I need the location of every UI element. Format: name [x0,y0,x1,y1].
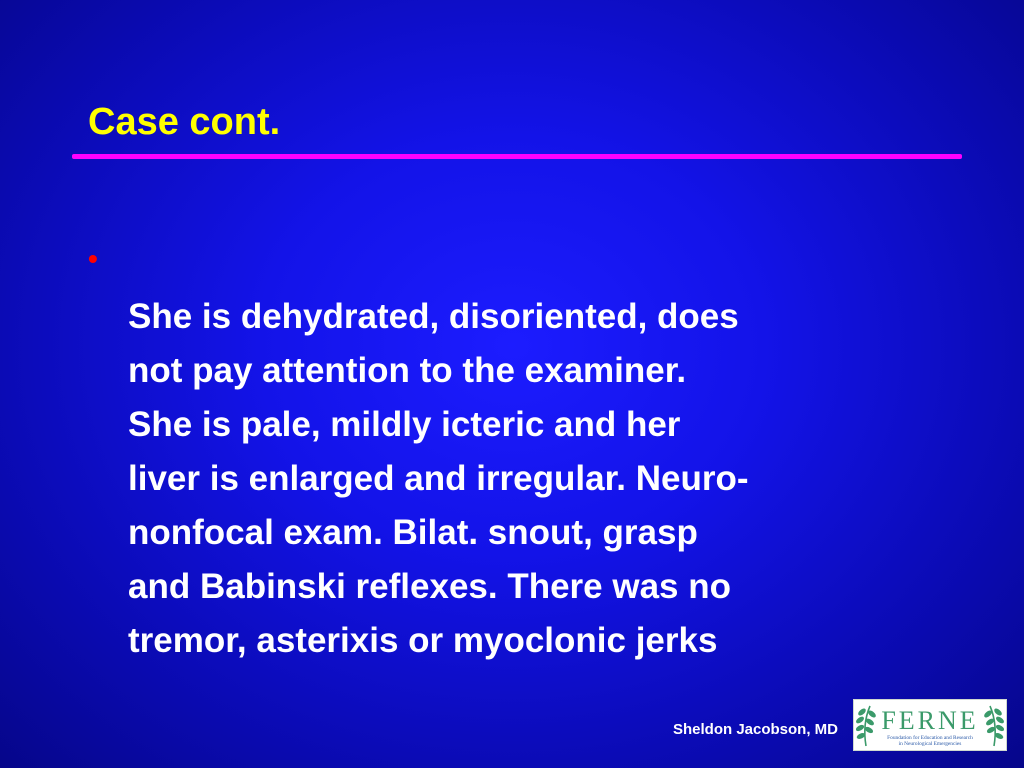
title-divider [72,154,962,159]
bullet-list [88,236,948,668]
author-credit: Sheldon Jacobson, MD [672,721,838,738]
logo-wordmark: FERNE [881,706,979,735]
slide-title: Case cont. [88,101,281,143]
ferne-logo-graphic [854,700,1006,750]
bullet-item [88,236,948,668]
ferne-logo [853,699,1007,751]
left-fern-icon [856,706,877,746]
bullet-text: She is dehydrated, disoriented, does not pay attention to the examiner. She is pale, mildly icteric and her liver is enlarged and irregular. Neuro- nonfocal exam. Bilat. snout, grasp and Babinski reflexes. There was no tremor, asterixis or myoclonic jerks [128,297,749,660]
bullet-dot-icon: • [88,243,98,274]
logo-tagline-line2: in Neurological Emergencies [898,741,962,747]
logo-tagline-line1: Foundation for Education and Research [887,735,973,741]
right-fern-icon [984,706,1005,746]
